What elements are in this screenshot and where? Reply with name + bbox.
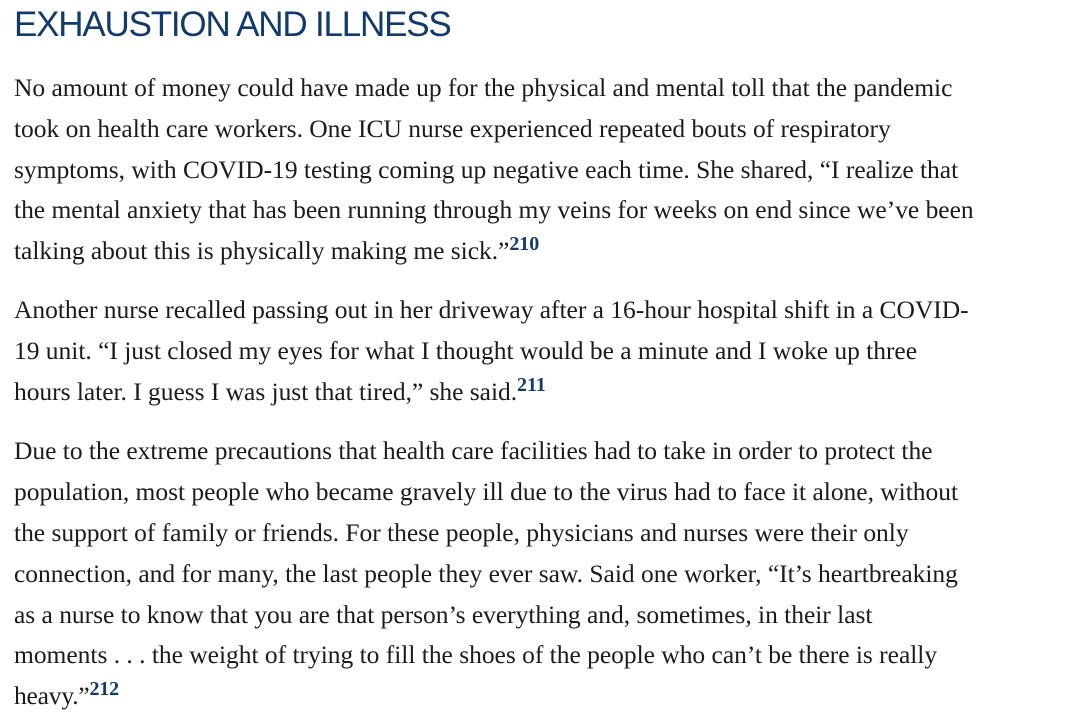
text-line: Due to the extreme precautions that health care facilities had to take in order to protect the (14, 436, 933, 466)
text-line: took on health care workers. One ICU nurse experienced repeated bouts of respiratory (14, 113, 891, 143)
text-line: population, most people who became gravely ill due to the virus had to face it alone, without (14, 477, 959, 507)
text-line: moments . . . the weight of trying to fill the shoes of the people who can’t be there is really (14, 640, 938, 670)
text-line: connection, and for many, the last people they ever saw. Said one worker, “It’s heartbreaking (14, 558, 958, 588)
text-line: 19 unit. “I just closed my eyes for what I thought would be a minute and I woke up three (14, 336, 918, 366)
paragraph-1 (14, 68, 1072, 272)
text-line: talking about this is physically making me sick.” (14, 236, 510, 266)
text-line: heavy.” (14, 681, 90, 711)
body-text (14, 68, 1072, 717)
text-line: the mental anxiety that has been running through my veins for weeks on end since we’ve been (14, 195, 974, 225)
text-line: hours later. I guess I was just that tired,” she said. (14, 377, 518, 407)
text-line: the support of family or friends. For these people, physicians and nurses were their only (14, 517, 909, 547)
text-line-with-footnote (14, 372, 1072, 413)
paragraph-3 (14, 431, 1072, 717)
text-line: Another nurse recalled passing out in her driveway after a 16-hour hospital shift in a COVID- (14, 295, 969, 325)
footnote-ref-211[interactable]: 211 (517, 374, 546, 397)
section-heading: EXHAUSTION AND ILLNESS (14, 5, 451, 44)
paragraph-2 (14, 290, 1072, 412)
text-line-with-footnote (14, 231, 1072, 272)
footnote-ref-210[interactable]: 210 (509, 233, 540, 256)
footnote-ref-212[interactable]: 212 (89, 678, 119, 701)
text-line-with-footnote (14, 676, 1072, 717)
text-line: No amount of money could have made up for the physical and mental toll that the pandemic (14, 73, 953, 102)
text-line: as a nurse to know that you are that person’s everything and, sometimes, in their last (14, 599, 873, 629)
text-line: symptoms, with COVID-19 testing coming up negative each time. She shared, “I realize that (14, 154, 959, 184)
